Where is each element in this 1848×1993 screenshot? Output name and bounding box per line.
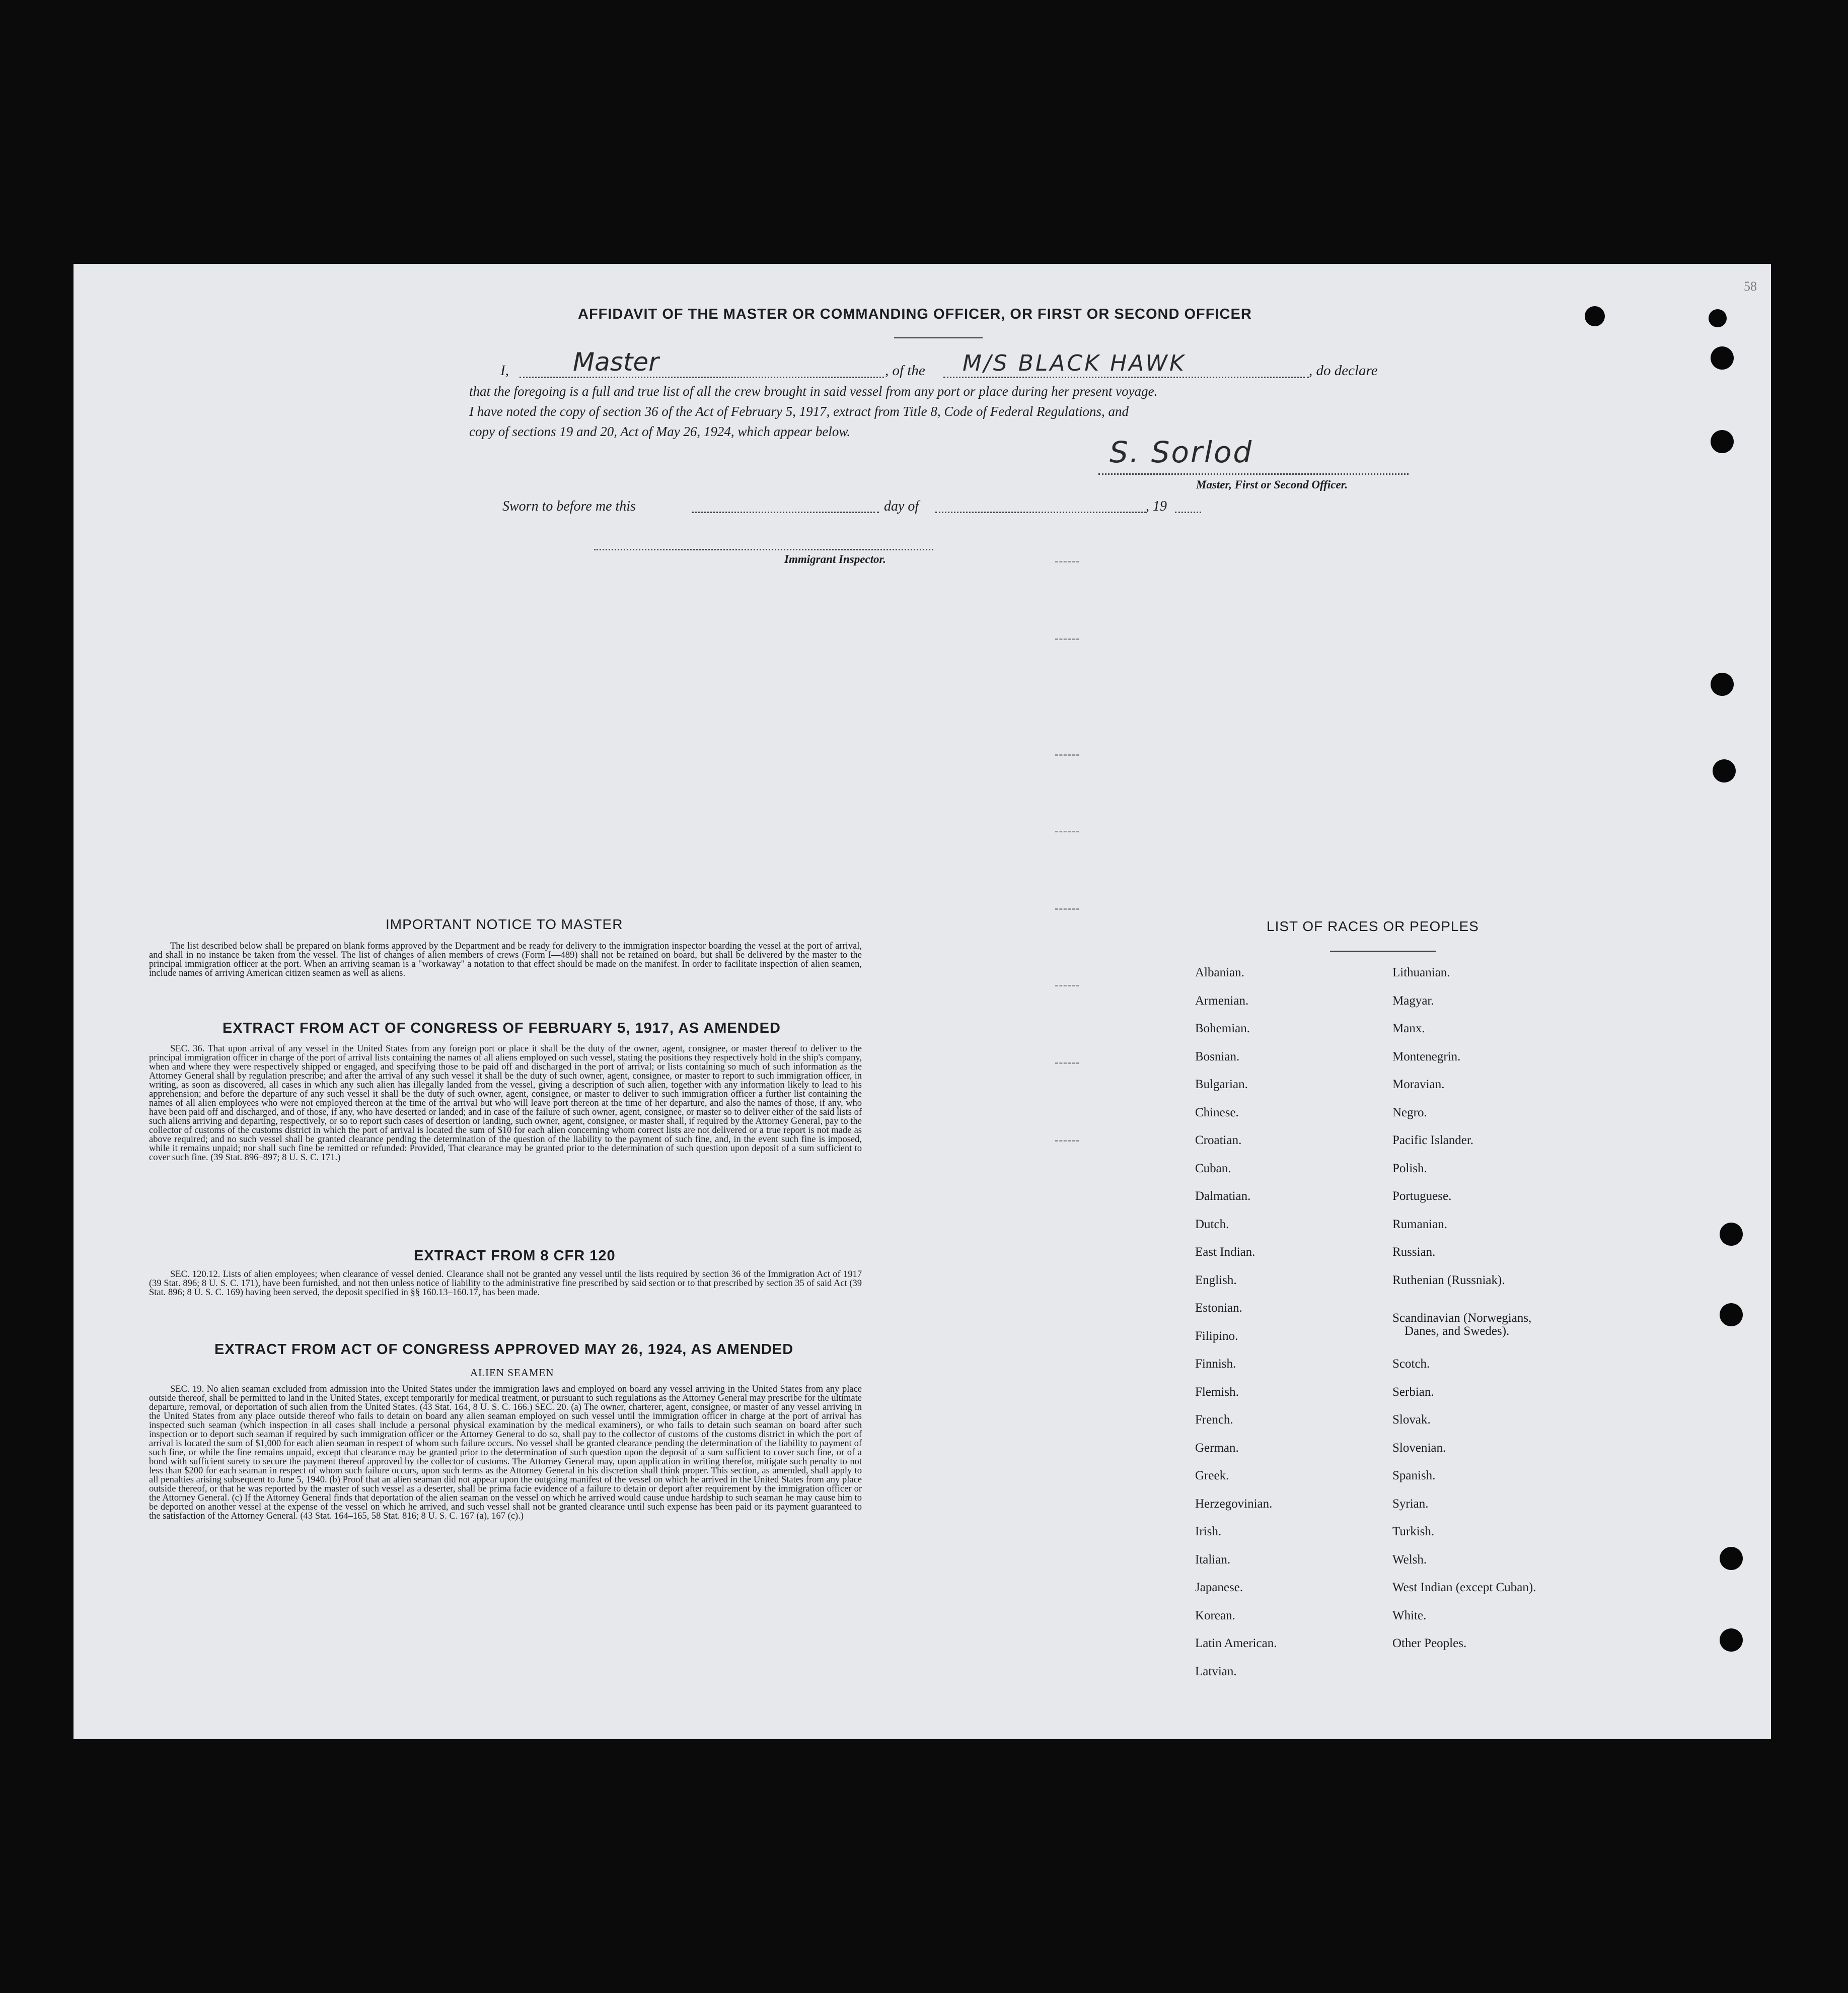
- signature-handwritten: S. Sorlod: [1110, 435, 1253, 469]
- punch-hole: [1713, 759, 1736, 782]
- punch-hole: [1711, 673, 1734, 696]
- punch-hole: [1720, 1223, 1743, 1246]
- race-left-item: Greek.: [1195, 1469, 1229, 1482]
- race-right-item: Welsh.: [1392, 1553, 1427, 1567]
- extract-cfr-title: EXTRACT FROM 8 CFR 120: [414, 1248, 616, 1264]
- races-title-rule: [1330, 951, 1436, 952]
- race-right-item: Other Peoples.: [1392, 1636, 1467, 1650]
- name-line: [520, 377, 884, 378]
- race-right-item: West Indian (except Cuban).: [1392, 1581, 1536, 1594]
- faint-mark: [1055, 831, 1079, 832]
- race-right-item: Portuguese.: [1392, 1189, 1452, 1203]
- title-rule: [894, 337, 983, 338]
- race-right-item: Russian.: [1392, 1245, 1436, 1259]
- notice-title: IMPORTANT NOTICE TO MASTER: [386, 916, 623, 932]
- extract-1924-title: EXTRACT FROM ACT OF CONGRESS APPROVED MAY 26, 1924, AS AMENDED: [214, 1341, 794, 1358]
- form-sheet: [73, 264, 1771, 1739]
- race-left-item: Dalmatian.: [1195, 1189, 1251, 1203]
- sworn-month-line: [935, 512, 1146, 513]
- race-right-item: Polish.: [1392, 1162, 1427, 1175]
- affidavit-title: AFFIDAVIT OF THE MASTER OR COMMANDING OFFICER, OR FIRST OR SECOND OFFICER: [578, 306, 1252, 322]
- punch-hole: [1711, 346, 1734, 370]
- race-left-item: Dutch.: [1195, 1218, 1229, 1231]
- signature-line: [1098, 473, 1409, 475]
- extract-1917-text: SEC. 36. That upon arrival of any vessel in the United States from any foreign port or place it shall be the duty of the owner, agent, consignee, or master thereof to deliver to the principal immigration officer in charge of the port of arrival lists containing the names of all aliens employed on such vessel, stating the positions they respectively hold in the ship's company, when and where they were respectively shipped or engaged, and specifying those to be paid off and discharged in the port of arrival; or lists containing so much of such information as the Attorney General shall by regulation prescribe; and after the arrival of any such vessel it shall be the duty of such owner, agent, consignee, or master to report to such immigration officer, in writing, as soon as discovered, all cases in which any such alien has illegally landed from the vessel, giving a description of such alien, together with any information likely to lead to his apprehension; and before the departure of any such vessel it shall be the duty of such owner, agent, consignee, or master to deliver to such immigration officer a further list containing the names of all alien employees who were not employed thereon at the time of the arrival but who will leave port thereon at the time of her departure, and also the names of those, if any, who have been paid off and discharged, and of those, if any, who have deserted or landed; and in case of the failure of such owner, agent, consignee, or master so to deliver either of the said lists of such aliens arriving and departing, respectively, or so to report such cases of desertion or landing, such owner, agent, consignee, or master shall, if required by the Attorney General, pay to the collector of customs of the customs district in which the port of arrival is located the sum of $10 for each alien concerning whom correct lists are not delivered or a true report is not made as above required; and no such vessel shall be granted clearance pending the determination of the question of the liability to the payment of such fine, and, in the event such fine is imposed, while it remains unpaid; nor shall such fine be remitted or refunded: Provided, That clearance may be granted prior to the determination of such question upon deposit of a sum sufficient to cover such fine. (39 Stat. 896–897; 8 U. S. C. 171.): [149, 1044, 862, 1163]
- race-right-item: Scandinavian (Norwegians,: [1392, 1311, 1532, 1325]
- punch-hole: [1711, 430, 1734, 453]
- race-right-item: Lithuanian.: [1392, 966, 1450, 979]
- race-left-item: Croatian.: [1195, 1133, 1242, 1147]
- race-left-item: Bosnian.: [1195, 1050, 1240, 1063]
- race-left-item: Chinese.: [1195, 1106, 1239, 1119]
- punch-hole: [1709, 309, 1727, 327]
- race-right-item: Manx.: [1392, 1022, 1425, 1035]
- race-right-item: Rumanian.: [1392, 1218, 1448, 1231]
- race-left-item: East Indian.: [1195, 1245, 1255, 1259]
- race-right-item: Syrian.: [1392, 1497, 1429, 1511]
- race-left-item: Italian.: [1195, 1553, 1231, 1567]
- race-right-item: Turkish.: [1392, 1525, 1435, 1538]
- day-of-label: day of: [884, 499, 919, 514]
- race-left-item: Herzegovinian.: [1195, 1497, 1273, 1511]
- race-right-item: Slovak.: [1392, 1413, 1431, 1427]
- races-title: LIST OF RACES OR PEOPLES: [1267, 918, 1479, 934]
- sworn-day-line: [692, 512, 879, 513]
- race-right-item: Serbian.: [1392, 1385, 1434, 1399]
- punch-hole: [1720, 1628, 1743, 1652]
- i-label: I,: [500, 363, 509, 379]
- declare-label: , do declare: [1309, 363, 1378, 379]
- extract-1924-text: SEC. 19. No alien seaman excluded from admission into the United States under the immigration laws and employed on board any vessel arriving in the United States from any place outside thereof, shall be permitted to land in the United States, except temporarily for medical treatment, or pursuant to such regulations as the Attorney General may prescribe for the ultimate departure, removal, or deportation of such alien from the United States. (43 Stat. 164, 8 U. S. C. 166.) SEC. 20. (a) The owner, charterer, agent, consignee, or master of any vessel arriving in the United States from any place outside thereof who fails to detain on board any alien seaman employed on such vessel until the immigration officer in charge at the port of arrival has inspected such seaman (which inspection in all cases shall include a personal physical examination by the medical examiners), or who fails to detain such seaman on board after such inspection or to deport such seaman if required by such immigration officer or the Attorney General to do so, shall pay to the collector of customs of the customs district in which the port of arrival is located the sum of $1,000 for each alien seaman in respect of whom such failure occurs. No vessel shall be granted clearance pending the determination of the liability to payment of such fine, or while the fine remains unpaid, except that clearance may be granted prior to the determination of such question upon the deposit of a sum sufficient to cover such fine, or of a bond with sufficient surety to secure the payment thereof approved by the collector of customs. The Attorney General may, upon application in writing therefor, mitigate such penalty to not less than $200 for each seaman in respect of whom such failure occurs, upon such terms as the Attorney General in his discretion shall think proper. This section, as amended, shall apply to all penalties arising subsequent to June 5, 1940. (b) Proof that an alien seaman did not appear upon the outgoing manifest of the vessel on which he arrived in the United States from any place outside thereof, or that he was reported by the master of such vessel as a deserter, shall be prima facie evidence of a failure to detain or deport after requirement by the immigration officer or the Attorney General. (c) If the Attorney General finds that deportation of the alien seaman on the vessel on which he arrived would cause undue hardship to such seaman he may cause him to be deported on another vessel at the expense of the vessel on which he arrived, and such vessel shall not be granted clearance until such expense has been paid or its payment guaranteed to the satisfaction of the Attorney General. (43 Stat. 164–165, 58 Stat. 816; 8 U. S. C. 167 (a), 167 (c).): [149, 1384, 862, 1521]
- race-left-item: Albanian.: [1195, 966, 1244, 979]
- race-left-item: Filipino.: [1195, 1329, 1238, 1343]
- race-left-item: Bohemian.: [1195, 1022, 1250, 1035]
- punch-hole: [1585, 306, 1605, 326]
- faint-mark: [1055, 754, 1079, 756]
- race-left-item: Armenian.: [1195, 994, 1249, 1008]
- signature-caption: Master, First or Second Officer.: [1196, 478, 1348, 491]
- statement-line-2: I have noted the copy of section 36 of the Act of February 5, 1917, extract from Title 8, Code of Federal Regulations, and: [469, 404, 1129, 419]
- extract-cfr-text: SEC. 120.12. Lists of alien employees; when clearance of vessel denied. Clearance shall not be granted any vessel until the lists required by section 36 of the Immigration Act of 1917 (39 Stat. 896; 8 U. S. C. 171), have been furnished, and not then unless notice of liability to the administrative fine prescribed by said section or to that prescribed by section 35 of said Act (39 Stat. 896; 8 U. S. C. 169) having been served, the deposit specified in §§ 160.13–160.17, has been made.: [149, 1269, 862, 1298]
- race-left-item: Estonian.: [1195, 1301, 1242, 1315]
- race-left-item: Latin American.: [1195, 1636, 1277, 1650]
- inspector-caption: Immigrant Inspector.: [784, 553, 886, 565]
- race-left-item: Bulgarian.: [1195, 1078, 1248, 1091]
- race-right-item: Pacific Islander.: [1392, 1133, 1474, 1147]
- name-handwritten: Master: [573, 347, 659, 377]
- faint-mark: [1055, 638, 1079, 640]
- faint-mark: [1055, 561, 1079, 562]
- race-right-item: Montenegrin.: [1392, 1050, 1461, 1063]
- statement-line-3: copy of sections 19 and 20, Act of May 26, 1924, which appear below.: [469, 424, 851, 439]
- punch-hole: [1720, 1547, 1743, 1570]
- race-right-item: Moravian.: [1392, 1078, 1445, 1091]
- vessel-handwritten: M/S BLACK HAWK: [963, 350, 1186, 376]
- race-left-item: Japanese.: [1195, 1581, 1243, 1594]
- race-right-item: Danes, and Swedes).: [1405, 1324, 1510, 1338]
- race-left-item: Korean.: [1195, 1609, 1235, 1622]
- race-left-item: Irish.: [1195, 1525, 1222, 1538]
- race-right-item: Scotch.: [1392, 1357, 1430, 1371]
- sworn-year-line: [1175, 512, 1201, 513]
- race-right-item: Negro.: [1392, 1106, 1427, 1119]
- faint-mark: [1055, 908, 1079, 910]
- margin-number: 58: [1744, 279, 1757, 294]
- race-right-item: Spanish.: [1392, 1469, 1436, 1482]
- statement-line-1: that the foregoing is a full and true list of all the crew brought in said vessel from any port or place during her present voyage.: [469, 384, 1158, 399]
- race-left-item: French.: [1195, 1413, 1233, 1427]
- race-left-item: English.: [1195, 1273, 1237, 1287]
- year-prefix: , 19: [1146, 499, 1167, 514]
- punch-hole: [1720, 1303, 1743, 1326]
- sworn-label: Sworn to before me this: [502, 499, 636, 514]
- race-left-item: Flemish.: [1195, 1385, 1239, 1399]
- extract-1924-subtitle: ALIEN SEAMEN: [470, 1367, 554, 1379]
- faint-mark: [1055, 1140, 1079, 1142]
- race-left-item: Latvian.: [1195, 1665, 1237, 1678]
- race-right-item: Ruthenian (Russniak).: [1392, 1273, 1505, 1287]
- race-right-item: White.: [1392, 1609, 1427, 1622]
- race-right-item: Magyar.: [1392, 994, 1434, 1008]
- inspector-line: [594, 549, 933, 550]
- extract-1917-title: EXTRACT FROM ACT OF CONGRESS OF FEBRUARY 5, 1917, AS AMENDED: [223, 1020, 781, 1036]
- faint-mark: [1055, 985, 1079, 986]
- vessel-line: [943, 377, 1309, 378]
- race-left-item: Cuban.: [1195, 1162, 1231, 1175]
- race-left-item: Finnish.: [1195, 1357, 1236, 1371]
- of-the-label: , of the: [885, 363, 925, 379]
- race-right-item: Slovenian.: [1392, 1441, 1446, 1455]
- race-left-item: German.: [1195, 1441, 1239, 1455]
- notice-text: The list described below shall be prepared on blank forms approved by the Department and be ready for delivery to the immigration inspector boarding the vessel at the port of arrival, and shall in no instance be taken from the vessel. The list of changes of alien members of crews (Form I—489) shall not be retained on board, but shall be delivered by the master to the principal immigration officer at the port. When an arriving seaman is a "workaway" a notation to that effect should be made on the manifest. In order to facilitate inspection of alien seamen, include names of arriving American citizen seamen as well as aliens.: [149, 941, 862, 978]
- faint-mark: [1055, 1062, 1079, 1064]
